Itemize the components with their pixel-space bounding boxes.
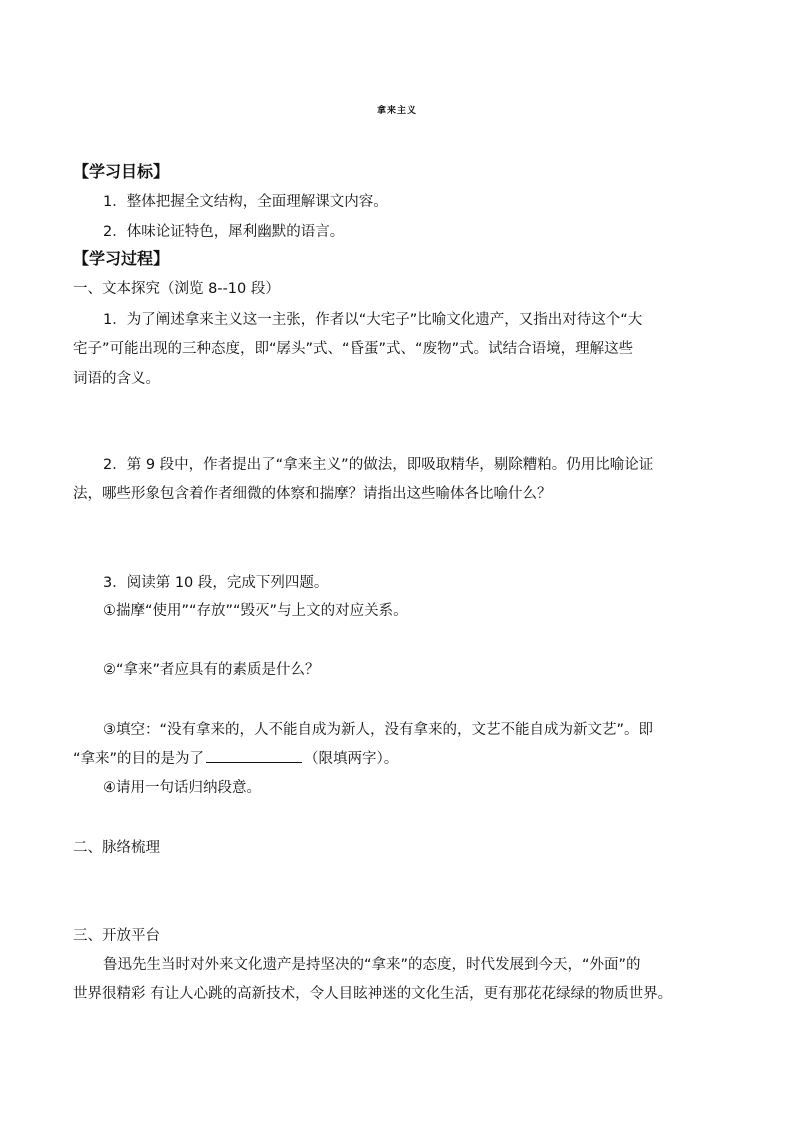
q1-line-3: 词语的含义。 [73, 371, 160, 387]
q2-line-1: 2．第 9 段中，作者提出了“拿来主义”的做法，即吸取精华，剔除糟粕。仍用比喻论证 [103, 457, 654, 473]
process-heading: 【学习过程】 [73, 249, 170, 268]
q3-intro: 3．阅读第 10 段，完成下列四题。 [103, 575, 329, 591]
section3-para-line-2: 世界很精彩 有让人心跳的高新技术，令人目眩神迷的文化生活，更有那花花绿绿的物质世界。 [73, 986, 673, 1002]
q3-item-d: ④请用一句话归纳段意。 [103, 780, 261, 796]
q1-line-1: 1．为了阐述拿来主义这一主张，作者以“大宅子”比喻文化遗产，又指出对待这个“大 [103, 312, 643, 328]
fill-in-blank[interactable] [206, 748, 302, 763]
goal-item-1: 1．整体把握全文结构，全面理解课文内容。 [103, 194, 388, 210]
section2-title: 二、脉络梳理 [73, 840, 160, 856]
section3-title: 三、开放平台 [73, 928, 160, 944]
q1-line-2: 宅子”可能出现的三种态度，即“孱头”式、“昏蛋”式、“废物”式。试结合语境，理解这些 [73, 341, 634, 357]
q3-item-c-line-2 [73, 748, 398, 769]
goal-item-2: 2．体味论证特色，犀利幽默的语言。 [103, 224, 345, 240]
goals-heading: 【学习目标】 [73, 162, 170, 181]
fill-prefix: “拿来”的目的是为了 [73, 751, 205, 767]
q3-item-a: ①揣摩“使用”“存放”“毁灭”与上文的对应关系。 [103, 603, 408, 619]
section1-title: 一、文本探究（浏览 8--10 段） [73, 281, 280, 297]
page-title: 拿来主义 [376, 106, 417, 116]
q3-item-b: ②“拿来”者应具有的素质是什么？ [103, 662, 320, 678]
section3-para-line-1: 鲁迅先生当时对外来文化遗产是持坚决的“拿来”的态度，时代发展到今天，“外面”的 [103, 957, 641, 973]
q2-line-2: 法，哪些形象包含着作者细微的体察和揣摩？请指出这些喻体各比喻什么？ [73, 486, 552, 502]
fill-suffix: （限填两字）。 [304, 751, 399, 767]
q3-item-c-line-1: ③填空：“没有拿来的，人不能自成为新人，没有拿来的，文艺不能自成为新文艺”。即 [103, 722, 654, 738]
